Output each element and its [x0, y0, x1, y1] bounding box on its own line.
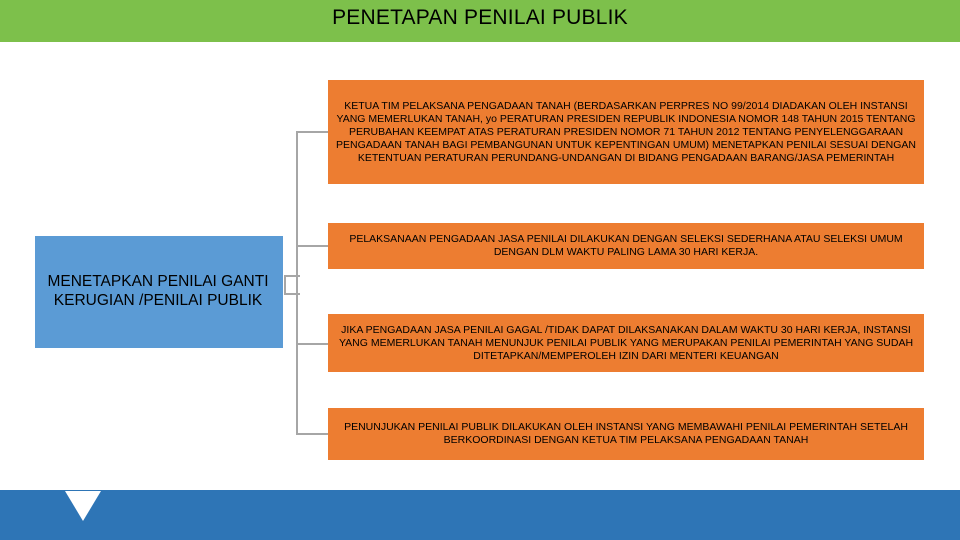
- root-node-label-line1: MENETAPKAN PENILAI GANTI: [47, 273, 269, 290]
- connector-branch-3: [296, 343, 328, 345]
- root-node-label: [31, 272, 285, 310]
- connector-branch-4: [296, 433, 328, 435]
- connector-branch-2: [296, 245, 328, 247]
- connector-trunk: [296, 131, 298, 435]
- page-title: PENETAPAN PENILAI PUBLIK: [332, 6, 628, 29]
- root-node-label-line2: KERUGIAN /PENILAI PUBLIK: [53, 292, 263, 309]
- step-box-2: PELAKSANAAN PENGADAAN JASA PENILAI DILAKUKAN DENGAN SELEKSI SEDERHANA ATAU SELEKSI UMUM DENGAN DLM WAKTU PALING LAMA 30 HARI KERJA.: [328, 223, 924, 269]
- step-box-3: JIKA PENGADAAN JASA PENILAI GAGAL /TIDAK DAPAT DILAKSANAKAN DALAM WAKTU 30 HARI KERJA, INSTANSI YANG MEMERLUKAN TANAH MENUNJUK PENILAI PUBLIK YANG MERUPAKAN PENILAI PEMERINTAH YANG SUDAH DITETAPKAN/MEMPEROLEH IZIN DARI MENTERI KEUANGAN: [328, 314, 924, 372]
- root-bracket-vertical: [284, 275, 286, 295]
- footer-bar: [0, 490, 960, 540]
- connector-branch-1: [296, 131, 328, 133]
- down-triangle-icon: [64, 490, 102, 524]
- step-box-4: PENUNJUKAN PENILAI PUBLIK DILAKUKAN OLEH INSTANSI YANG MEMBAWAHI PENILAI PEMERINTAH SETELAH BERKOORDINASI DENGAN KETUA TIM PELAKSANA PENGADAAN TANAH: [328, 408, 924, 460]
- step-box-1: KETUA TIM PELAKSANA PENGADAAN TANAH (BERDASARKAN PERPRES NO 99/2014 DIADAKAN OLEH INSTANSI YANG MEMERLUKAN TANAH, yo PERATURAN PRESIDEN REPUBLIK INDONESIA NOMOR 148 TAHUN 2015 TENTANG PERUBAHAN KEEMPAT ATAS PERATURAN PRESIDEN NOMOR 71 TAHUN 2012 TENTANG PENYELENGGARAAN PENGADAAN TANAH BAGI PEMBANGUNAN UNTUK KEPENTINGAN UMUM) MENETAPKAN PENILAI SESUAI DENGAN KETENTUAN PERATURAN PERUNDANG-UNDANGAN DI BIDANG PENGADAAN BARANG/JASA PEMERINTAH: [328, 80, 924, 184]
